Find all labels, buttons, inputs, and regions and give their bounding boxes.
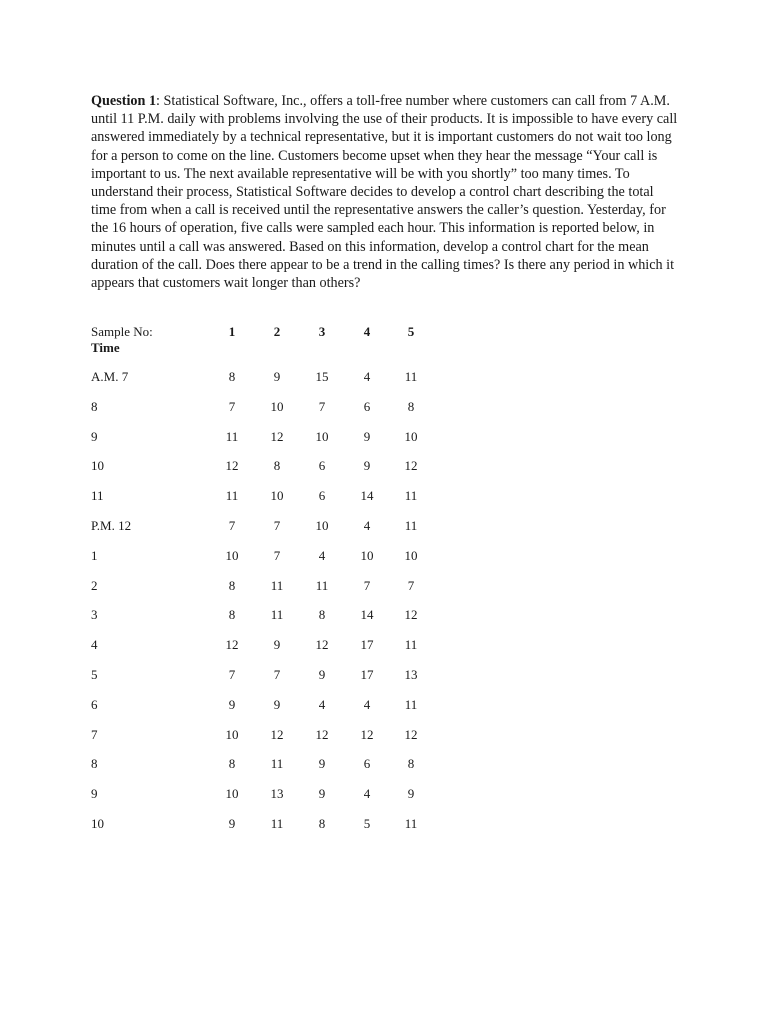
- time-cell: 2: [91, 577, 98, 593]
- value-cell: 12: [315, 637, 329, 653]
- value-cell: 11: [270, 815, 284, 831]
- table-row: [91, 578, 451, 608]
- value-cell: 12: [404, 726, 418, 742]
- value-cell: 9: [318, 756, 326, 772]
- sample-number-1: 1: [228, 324, 236, 339]
- value-cell: 7: [228, 398, 236, 414]
- value-cell: 7: [273, 547, 281, 563]
- time-label: Time: [91, 340, 120, 355]
- value-cell: 11: [404, 637, 418, 653]
- value-cell: 4: [363, 696, 371, 712]
- value-cell: 12: [404, 458, 418, 474]
- value-cell: 7: [273, 666, 281, 682]
- sample-number-3: 3: [318, 324, 326, 339]
- value-cell: 10: [404, 428, 418, 444]
- value-cell: 13: [404, 666, 418, 682]
- value-cell: 8: [228, 369, 236, 384]
- value-cell: 7: [363, 577, 371, 593]
- value-cell: 5: [363, 815, 371, 831]
- value-cell: 11: [270, 756, 284, 772]
- table-row: [91, 488, 451, 518]
- value-cell: 9: [363, 458, 371, 474]
- value-cell: 4: [318, 696, 326, 712]
- time-cell: 5: [91, 666, 98, 682]
- value-cell: 7: [228, 666, 236, 682]
- value-cell: 8: [228, 756, 236, 772]
- value-cell: 10: [225, 786, 239, 802]
- value-cell: 15: [315, 369, 329, 384]
- value-cell: 6: [363, 756, 371, 772]
- value-cell: 9: [273, 696, 281, 712]
- time-cell: 6: [91, 696, 98, 712]
- value-cell: 12: [225, 458, 239, 474]
- value-cell: 12: [315, 726, 329, 742]
- table-row: [91, 518, 451, 548]
- value-cell: 9: [273, 637, 281, 653]
- table-row: [91, 816, 451, 846]
- table-row: [91, 458, 451, 488]
- value-cell: 17: [360, 666, 374, 682]
- table-row: [91, 399, 451, 429]
- value-cell: 14: [360, 607, 374, 623]
- value-cell: 9: [228, 815, 236, 831]
- table-body: [91, 369, 451, 846]
- value-cell: 13: [270, 786, 284, 802]
- value-cell: 12: [225, 637, 239, 653]
- value-cell: 10: [360, 547, 374, 563]
- value-cell: 12: [404, 607, 418, 623]
- table-row: [91, 697, 451, 727]
- table-row: [91, 607, 451, 637]
- value-cell: 6: [318, 488, 326, 504]
- time-cell: 1: [91, 547, 98, 563]
- time-cell: 4: [91, 637, 98, 653]
- call-times-table: [91, 324, 451, 831]
- time-cell: 9: [91, 786, 98, 802]
- value-cell: 8: [228, 607, 236, 623]
- table-row: [91, 429, 451, 459]
- value-cell: 4: [363, 369, 371, 384]
- table-row: [91, 369, 451, 399]
- table-row: [91, 548, 451, 578]
- sample-number-5: 5: [407, 324, 415, 339]
- value-cell: 8: [273, 458, 281, 474]
- value-cell: 10: [315, 428, 329, 444]
- value-cell: 8: [318, 607, 326, 623]
- time-cell: P.M. 12: [91, 517, 132, 533]
- value-cell: 4: [318, 547, 326, 563]
- question-paragraph: [91, 92, 681, 292]
- value-cell: 8: [228, 577, 236, 593]
- value-cell: 7: [318, 398, 326, 414]
- question-text: : Statistical Software, Inc., offers a toll-free number where customers can call from 7 A.M. until 11 P.M. daily with problems involving the use of their products. It is impossible to have every call answered immediately by a technical representative, but it is important customers do not wait too long for a person to come on the line. Customers become upset when they hear the message “Your call is important to us. The next available representative will be with you shortly” too many times. To understand their process, Statistical Software decides to develop a control chart describing the total time from when a call is received until the representative answers the caller’s question. Yesterday, for the 16 hours of operation, five calls were sampled each hour. This information is reported below, in minutes until a call was answered. Based on this information, develop a control chart for the mean duration of the call. Does there appear to be a trend in the calling times? Is there any period in which it appears that customers wait longer than others?: [91, 93, 678, 292]
- time-cell: 8: [91, 398, 98, 414]
- value-cell: 9: [363, 428, 371, 444]
- value-cell: 11: [225, 488, 239, 504]
- value-cell: 14: [360, 488, 374, 504]
- time-header-row: [91, 340, 451, 354]
- value-cell: 11: [225, 428, 239, 444]
- table-row: [91, 756, 451, 786]
- sample-number-4: 4: [363, 324, 371, 339]
- question-label: Question 1: [91, 93, 157, 109]
- time-cell: 10: [91, 458, 104, 474]
- value-cell: 10: [270, 488, 284, 504]
- value-cell: 9: [318, 786, 326, 802]
- value-cell: 9: [407, 786, 415, 802]
- value-cell: 9: [318, 666, 326, 682]
- value-cell: 7: [273, 517, 281, 533]
- value-cell: 11: [404, 369, 418, 384]
- table-header-row: [91, 324, 451, 338]
- table-row: [91, 667, 451, 697]
- time-cell: 11: [91, 488, 104, 504]
- value-cell: 12: [270, 428, 284, 444]
- value-cell: 11: [315, 577, 329, 593]
- value-cell: 17: [360, 637, 374, 653]
- time-cell: 9: [91, 428, 98, 444]
- value-cell: 10: [315, 517, 329, 533]
- value-cell: 6: [318, 458, 326, 474]
- value-cell: 11: [270, 607, 284, 623]
- value-cell: 8: [407, 756, 415, 772]
- value-cell: 9: [273, 369, 281, 384]
- time-cell: A.M. 7: [91, 369, 129, 384]
- sample-no-label: Sample No:: [91, 324, 153, 339]
- value-cell: 11: [404, 815, 418, 831]
- table-row: [91, 727, 451, 757]
- value-cell: 10: [225, 547, 239, 563]
- value-cell: 8: [318, 815, 326, 831]
- time-cell: 7: [91, 726, 98, 742]
- table-row: [91, 637, 451, 667]
- value-cell: 11: [404, 517, 418, 533]
- value-cell: 4: [363, 786, 371, 802]
- value-cell: 7: [228, 517, 236, 533]
- sample-number-2: 2: [273, 324, 281, 339]
- value-cell: 10: [404, 547, 418, 563]
- value-cell: 9: [228, 696, 236, 712]
- value-cell: 10: [270, 398, 284, 414]
- value-cell: 11: [270, 577, 284, 593]
- time-cell: 3: [91, 607, 98, 623]
- value-cell: 11: [404, 696, 418, 712]
- value-cell: 4: [363, 517, 371, 533]
- table-row: [91, 786, 451, 816]
- value-cell: 6: [363, 398, 371, 414]
- value-cell: 12: [360, 726, 374, 742]
- value-cell: 12: [270, 726, 284, 742]
- value-cell: 7: [407, 577, 415, 593]
- value-cell: 11: [404, 488, 418, 504]
- time-cell: 8: [91, 756, 98, 772]
- time-cell: 10: [91, 815, 104, 831]
- value-cell: 10: [225, 726, 239, 742]
- value-cell: 8: [407, 398, 415, 414]
